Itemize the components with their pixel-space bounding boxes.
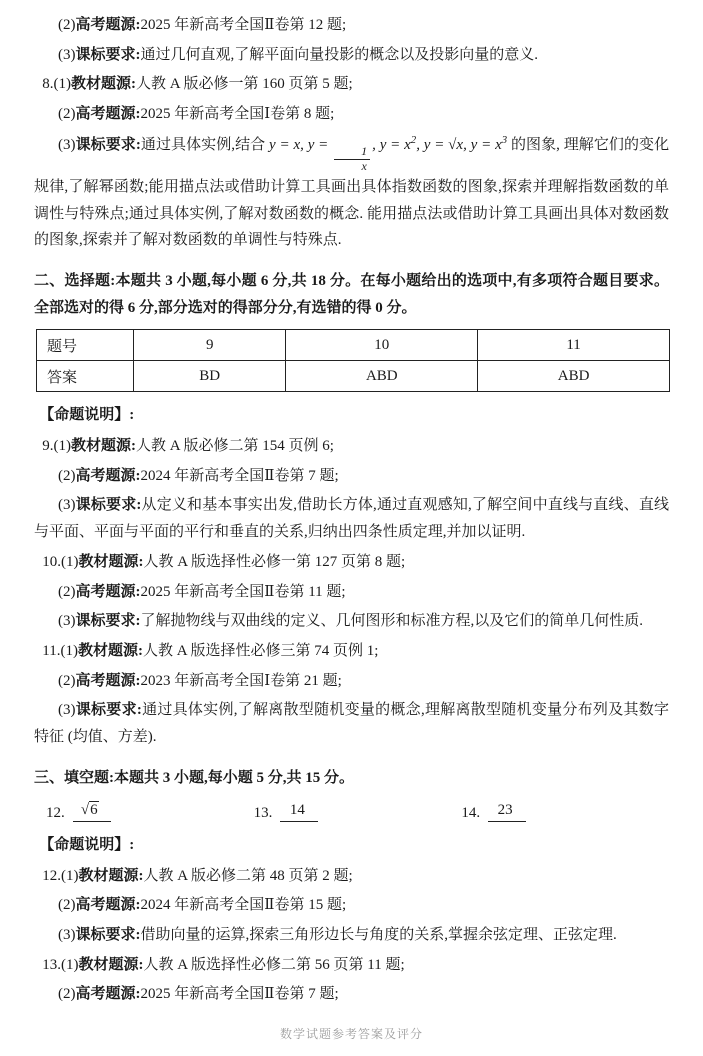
item-number: (3) [58, 136, 76, 153]
answer-value-14: 14 [280, 801, 318, 822]
item-label: 课标要求: [75, 46, 141, 63]
table-cell-q11: 11 [478, 330, 670, 361]
fraction-numerator: 1 [334, 145, 370, 160]
comma: , [416, 136, 420, 153]
math-y-equals-x-squared [379, 133, 417, 153]
comma: , [463, 136, 467, 153]
item-label: 教材题源: [78, 553, 144, 570]
answer-14 [461, 801, 669, 822]
item-text: 了解抛物线与双曲线的定义、几何图形和标准方程,以及它们的简单几何性质. [140, 613, 644, 630]
answer-number: 14. [461, 804, 481, 821]
item-text: 从定义和基本事实出发,借助长方体,通过直观感知,了解空间中直线与直线、直线与平面、平面与平面的平行和垂直的关系,归纳出四条性质定理,并加以证明. [34, 497, 669, 541]
section-heading-multiple-choice: 二、选择题:本题共 3 小题,每小题 6 分,共 18 分。在每小题给出的选项中,有多项符合题目要求。全部选对的得 6 分,部分选对的得部分分,有选错的得 0 分。 [34, 273, 669, 316]
math-y-equals-x: y = x [269, 136, 301, 153]
item-text: 人教 A 版必修一第 160 页第 5 题; [136, 76, 353, 93]
paragraph-curriculum-10 [34, 608, 669, 635]
paragraph-exam-source-13 [34, 981, 669, 1008]
paragraph-textbook-source-10 [34, 549, 669, 576]
item-number: (2) [58, 467, 76, 484]
item-text: 人教 A 版选择性必修三第 74 页例 1; [142, 642, 379, 659]
answer-table [36, 329, 670, 392]
item-text: 人教 A 版必修二第 154 页例 6; [136, 438, 334, 455]
item-label: 课标要求: [75, 136, 141, 153]
paragraph-textbook-source-11 [34, 638, 669, 665]
answer-value-23: 23 [488, 801, 526, 822]
item-label: 高考题源: [75, 583, 141, 600]
table-header-answer: 答案 [37, 361, 134, 392]
answer-value-sqrt6 [73, 801, 111, 822]
item-text: 通过具体实例,结合 [140, 136, 270, 153]
item-number: (3) [58, 497, 76, 514]
paragraph-exam-source-7 [34, 12, 669, 39]
item-number: 10.(1) [42, 553, 79, 570]
item-text: 2025 年新高考全国Ⅱ卷第 12 题; [140, 17, 347, 33]
item-number: (3) [58, 702, 76, 719]
paragraph-textbook-source-13 [34, 952, 669, 979]
item-number: (2) [58, 897, 76, 914]
comma: , [300, 136, 304, 153]
math-lhs: y = [307, 136, 333, 153]
item-number: (3) [58, 926, 76, 943]
table-cell-q10: 10 [286, 330, 478, 361]
item-label: 教材题源: [71, 76, 136, 93]
comma: , [372, 136, 376, 153]
paragraph-exam-source-10 [34, 579, 669, 606]
paragraph-curriculum-7 [34, 42, 669, 69]
table-header-question-number: 题号 [37, 330, 134, 361]
item-text: 人教 A 版选择性必修二第 56 页第 11 题; [143, 956, 405, 973]
section-heading-fill-in-blank: 三、填空题:本题共 3 小题,每小题 5 分,共 15 分。 [34, 769, 354, 786]
item-text: 借助向量的运算,探索三角形边长与角度的关系,掌握余弦定理、正弦定理. [140, 926, 617, 943]
fill-in-answers-row [34, 801, 669, 822]
answer-13 [254, 801, 462, 822]
radicand: 6 [90, 802, 98, 819]
item-number: 12.(1) [42, 867, 79, 884]
item-number: 11.(1) [42, 642, 78, 659]
item-label: 高考题源: [75, 106, 141, 123]
item-label: 课标要求: [75, 613, 141, 630]
item-text: 2025 年新高考全国Ⅱ卷第 11 题; [140, 583, 346, 600]
item-text: 2025 年新高考全国Ⅱ卷第 7 题; [140, 986, 339, 1003]
item-number: 9.(1) [42, 438, 71, 455]
item-number: (2) [58, 106, 76, 123]
paragraph-curriculum-11 [34, 697, 669, 750]
paragraph-exam-source-12 [34, 892, 669, 919]
paragraph-exam-source-9 [34, 463, 669, 490]
math-y-equals-x-cubed [470, 133, 508, 153]
fraction-1-over-x [334, 145, 370, 174]
item-text: 2025 年新高考全国Ⅰ卷第 8 题; [140, 106, 335, 123]
item-number: 8.(1) [42, 76, 71, 93]
math-y-equals-1-over-x [307, 136, 372, 174]
fraction-denominator: x [361, 159, 367, 174]
note-title-fill-in: 【命题说明】: [39, 836, 135, 853]
item-number: (3) [58, 46, 76, 63]
page-footer: 数学试题参考答案及评分 [279, 1027, 423, 1041]
item-number: (2) [58, 583, 76, 600]
radical-sign: √ [80, 802, 90, 819]
item-label: 高考题源: [75, 17, 141, 33]
item-text: 人教 A 版选择性必修一第 127 页第 8 题; [143, 553, 406, 570]
item-label: 课标要求: [75, 702, 142, 719]
item-text: 人教 A 版必修二第 48 页第 2 题; [143, 867, 353, 884]
item-text: 2023 年新高考全国Ⅰ卷第 21 题; [140, 672, 342, 689]
item-label: 教材题源: [77, 642, 143, 659]
item-label: 课标要求: [75, 926, 141, 943]
item-label: 课标要求: [75, 497, 142, 514]
math-exponent: 2 [410, 133, 417, 146]
table-row-answers [37, 361, 670, 392]
item-number: (2) [58, 986, 76, 1003]
item-label: 高考题源: [75, 986, 141, 1003]
item-number: (2) [58, 672, 76, 689]
item-label: 高考题源: [75, 897, 141, 914]
note-title-selection: 【命题说明】: [39, 407, 135, 424]
math-base: y = x [470, 136, 502, 153]
item-label: 高考题源: [75, 672, 141, 689]
item-number: (2) [58, 17, 76, 33]
item-label: 教材题源: [71, 438, 136, 455]
table-cell-a10: ABD [286, 361, 478, 392]
item-text: 2024 年新高考全国Ⅱ卷第 7 题; [140, 467, 339, 484]
item-label: 教材题源: [78, 956, 144, 973]
paragraph-textbook-source-12 [34, 863, 669, 890]
item-label: 教材题源: [78, 867, 144, 884]
paragraph-curriculum-12 [34, 922, 669, 949]
table-cell-a9: BD [134, 361, 286, 392]
paragraph-textbook-source-9 [34, 433, 669, 460]
math-base: y = x [379, 136, 411, 153]
answer-12 [46, 801, 254, 822]
table-row-question-numbers [37, 330, 670, 361]
item-text: 2024 年新高考全国Ⅱ卷第 15 题; [140, 897, 347, 914]
item-label: 高考题源: [75, 467, 141, 484]
paragraph-exam-source-8 [34, 101, 669, 128]
paragraph-curriculum-9 [34, 492, 669, 545]
table-cell-a11: ABD [478, 361, 670, 392]
paragraph-curriculum-8 [34, 131, 669, 254]
item-text: 的图象, 理解它们的变化规律,了解幂函数;能用描点法或借助计算工具画出具体指数函数的图象,探索并理解指数函数的单调性与特殊点;通过具体实例,了解对数函数的概念. 能用描点法或借助计算工具画出具体对数函数的图象,探索并了解对数函数的单调性与特殊点. [34, 136, 670, 249]
paragraph-textbook-source-8 [34, 71, 669, 98]
paragraph-exam-source-11 [34, 668, 669, 695]
item-number: (3) [58, 613, 76, 630]
item-number: 13.(1) [42, 956, 79, 973]
item-text: 通过具体实例,了解离散型随机变量的概念,理解离散型随机变量分布列及其数字特征 (均值、方差). [34, 702, 669, 745]
table-cell-q9: 9 [134, 330, 286, 361]
item-text: 通过几何直观,了解平面向量投影的概念以及投影向量的意义. [140, 46, 539, 63]
answer-number: 13. [253, 804, 273, 821]
math-y-equals-sqrt-x: y = √x [423, 136, 464, 153]
math-exponent: 3 [501, 133, 508, 146]
answer-number: 12. [46, 804, 65, 821]
